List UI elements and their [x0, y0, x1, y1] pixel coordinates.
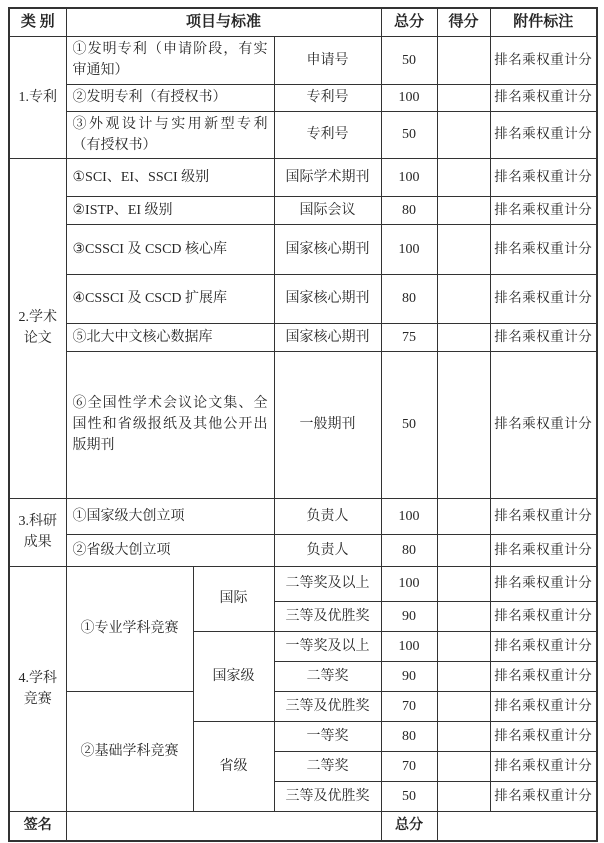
total-score-cell: 100 — [381, 631, 437, 661]
header-attachment: 附件标注 — [490, 8, 597, 36]
total-score-cell: 100 — [381, 84, 437, 111]
score-cell — [437, 84, 490, 111]
attachment-note-cell: 排名乘权重计分 — [490, 691, 597, 721]
level-cell-provincial: 省级 — [193, 721, 274, 811]
attachment-note-cell: 排名乘权重计分 — [490, 351, 597, 498]
award-cell: 二等奖 — [274, 661, 381, 691]
score-cell — [437, 351, 490, 498]
sub-standard-cell: 国家核心期刊 — [274, 323, 381, 351]
item-cell: ②ISTP、EI 级别 — [66, 196, 274, 224]
competition-name-cell: ①专业学科竞赛 — [66, 566, 193, 691]
header-row — [9, 8, 597, 36]
header-total: 总分 — [381, 8, 437, 36]
attachment-note-cell: 排名乘权重计分 — [490, 781, 597, 811]
item-cell: ③CSSCI 及 CSCD 核心库 — [66, 224, 274, 274]
table-row — [9, 566, 597, 601]
sub-standard-cell: 负责人 — [274, 498, 381, 534]
award-cell: 一等奖 — [274, 721, 381, 751]
attachment-note-cell: 排名乘权重计分 — [490, 36, 597, 84]
competition-name-cell: ②基础学科竞赛 — [66, 691, 193, 811]
award-cell: 三等及优胜奖 — [274, 781, 381, 811]
total-score-cell: 80 — [381, 196, 437, 224]
score-cell — [437, 196, 490, 224]
table-row — [9, 196, 597, 224]
attachment-note-cell: 排名乘权重计分 — [490, 751, 597, 781]
score-cell — [437, 323, 490, 351]
attachment-note-cell: 排名乘权重计分 — [490, 158, 597, 196]
score-cell — [437, 224, 490, 274]
total-score-cell: 75 — [381, 323, 437, 351]
total-score-cell: 100 — [381, 498, 437, 534]
attachment-note-cell: 排名乘权重计分 — [490, 111, 597, 158]
score-cell — [437, 721, 490, 751]
table-row — [9, 36, 597, 84]
sub-standard-cell: 专利号 — [274, 111, 381, 158]
attachment-note-cell: 排名乘权重计分 — [490, 721, 597, 751]
table-row — [9, 84, 597, 111]
total-score-cell: 70 — [381, 691, 437, 721]
score-cell — [437, 631, 490, 661]
total-score-cell: 50 — [381, 36, 437, 84]
item-cell: ②发明专利（有授权书） — [66, 84, 274, 111]
attachment-note-cell: 排名乘权重计分 — [490, 274, 597, 323]
table-row — [9, 691, 597, 721]
award-cell: 三等及优胜奖 — [274, 691, 381, 721]
total-score-cell: 50 — [381, 111, 437, 158]
attachment-note-cell: 排名乘权重计分 — [490, 84, 597, 111]
item-cell: ⑥全国性学术会议论文集、全国性和省级报纸及其他公开出版期刊 — [66, 351, 274, 498]
sub-standard-cell: 国际学术期刊 — [274, 158, 381, 196]
signature-area — [66, 811, 381, 841]
total-score-cell: 100 — [381, 224, 437, 274]
score-cell — [437, 661, 490, 691]
header-score: 得分 — [437, 8, 490, 36]
score-cell — [437, 274, 490, 323]
total-score-cell: 80 — [381, 274, 437, 323]
award-cell: 一等奖及以上 — [274, 631, 381, 661]
score-cell — [437, 534, 490, 566]
score-cell — [437, 498, 490, 534]
sub-standard-cell: 负责人 — [274, 534, 381, 566]
award-cell: 二等奖 — [274, 751, 381, 781]
table-row — [9, 498, 597, 534]
footer-row — [9, 811, 597, 841]
attachment-note-cell: 排名乘权重计分 — [490, 661, 597, 691]
total-score-cell: 80 — [381, 721, 437, 751]
item-cell: ③外观设计与实用新型专利（有授权书） — [66, 111, 274, 158]
table-row — [9, 534, 597, 566]
total-score-cell: 70 — [381, 751, 437, 781]
header-category: 类 别 — [9, 8, 66, 36]
signature-label: 签名 — [9, 811, 66, 841]
score-table — [8, 7, 598, 842]
category-cell-patent: 1.专利 — [9, 36, 66, 158]
attachment-note-cell: 排名乘权重计分 — [490, 534, 597, 566]
attachment-note-cell: 排名乘权重计分 — [490, 498, 597, 534]
table-row — [9, 158, 597, 196]
sub-standard-cell: 国际会议 — [274, 196, 381, 224]
score-cell — [437, 781, 490, 811]
table-row — [9, 224, 597, 274]
table-row — [9, 274, 597, 323]
item-cell: ①国家级大创立项 — [66, 498, 274, 534]
item-cell: ②省级大创立项 — [66, 534, 274, 566]
attachment-note-cell: 排名乘权重计分 — [490, 323, 597, 351]
total-score-cell: 100 — [381, 566, 437, 601]
item-cell: ①SCI、EI、SSCI 级别 — [66, 158, 274, 196]
total-score-cell: 50 — [381, 351, 437, 498]
score-cell — [437, 601, 490, 631]
sub-standard-cell: 国家核心期刊 — [274, 274, 381, 323]
level-cell-international: 国际 — [193, 566, 274, 631]
sub-standard-cell: 专利号 — [274, 84, 381, 111]
score-cell — [437, 566, 490, 601]
header-item-standard: 项目与标准 — [66, 8, 381, 36]
total-score-cell: 90 — [381, 601, 437, 631]
category-cell-competition: 4.学科竞赛 — [9, 566, 66, 811]
attachment-note-cell: 排名乘权重计分 — [490, 196, 597, 224]
total-score-cell: 100 — [381, 158, 437, 196]
attachment-note-cell: 排名乘权重计分 — [490, 224, 597, 274]
attachment-note-cell: 排名乘权重计分 — [490, 601, 597, 631]
award-cell: 二等奖及以上 — [274, 566, 381, 601]
score-cell — [437, 158, 490, 196]
total-score-cell: 80 — [381, 534, 437, 566]
score-cell — [437, 36, 490, 84]
score-cell — [437, 751, 490, 781]
table-row — [9, 323, 597, 351]
table-row — [9, 351, 597, 498]
attachment-note-cell: 排名乘权重计分 — [490, 566, 597, 601]
total-score-cell: 90 — [381, 661, 437, 691]
category-cell-papers: 2.学术论文 — [9, 158, 66, 498]
footer-total-label: 总分 — [381, 811, 437, 841]
score-cell — [437, 111, 490, 158]
item-cell: ④CSSCI 及 CSCD 扩展库 — [66, 274, 274, 323]
table-row — [9, 111, 597, 158]
attachment-note-cell: 排名乘权重计分 — [490, 631, 597, 661]
score-cell — [437, 691, 490, 721]
sub-standard-cell: 申请号 — [274, 36, 381, 84]
item-cell: ⑤北大中文核心数据库 — [66, 323, 274, 351]
total-score-cell: 50 — [381, 781, 437, 811]
award-cell: 三等及优胜奖 — [274, 601, 381, 631]
sub-standard-cell: 国家核心期刊 — [274, 224, 381, 274]
sub-standard-cell: 一般期刊 — [274, 351, 381, 498]
level-cell-national: 国家级 — [193, 631, 274, 721]
footer-total-score-area — [437, 811, 597, 841]
item-cell: ①发明专利（申请阶段，有实审通知） — [66, 36, 274, 84]
category-cell-research: 3.科研成果 — [9, 498, 66, 566]
